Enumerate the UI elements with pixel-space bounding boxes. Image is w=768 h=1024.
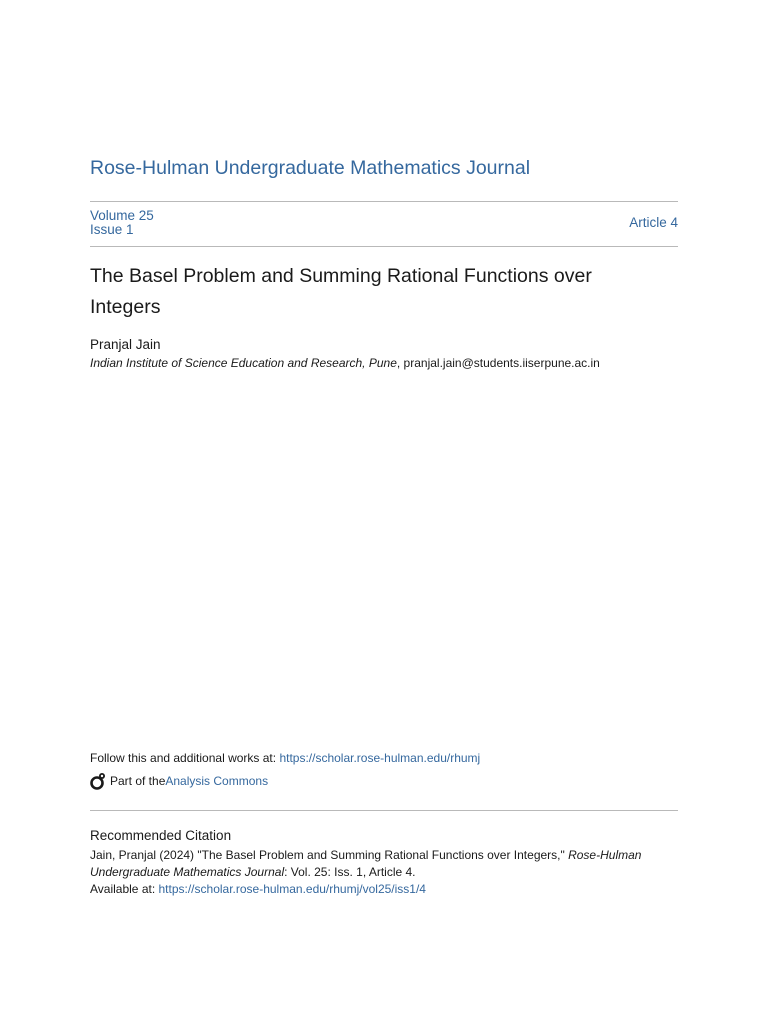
analysis-commons-link[interactable]: Analysis Commons <box>165 774 269 788</box>
repository-link[interactable]: https://scholar.rose-hulman.edu/rhumj <box>279 751 481 765</box>
citation-text-start: Jain, Pranjal (2024) "The Basel Problem and Summing Rational Functions over Integers," <box>90 848 569 862</box>
part-of-prefix: Part of the <box>110 774 166 788</box>
header-top-divider <box>90 201 678 202</box>
journal-title-link[interactable]: Rose-Hulman Undergraduate Mathematics Journal <box>90 157 531 179</box>
commons-network-icon <box>90 772 107 790</box>
issue-label: Issue 1 <box>90 222 134 237</box>
follow-works-line <box>90 751 480 765</box>
citation-journal: Rose-Hulman Undergraduate Mathematics Journal <box>90 848 642 879</box>
citation-text-end: : Vol. 25: Iss. 1, Article 4. <box>284 865 416 879</box>
affiliation-institution: Indian Institute of Science Education and Research, Pune <box>90 356 397 370</box>
part-of-line <box>90 772 268 790</box>
article-url-link[interactable]: https://scholar.rose-hulman.edu/rhumj/vol25/iss1/4 <box>158 882 426 896</box>
author-email: pranjal.jain@students.iiserpune.ac.in <box>403 356 600 370</box>
volume-label: Volume 25 <box>90 208 154 223</box>
author-affiliation <box>90 356 600 370</box>
citation-body <box>90 847 680 898</box>
affiliation-separator: , <box>396 356 404 370</box>
header-bottom-divider <box>90 246 678 247</box>
article-number-link[interactable]: Article 4 <box>629 215 678 230</box>
author-name: Pranjal Jain <box>90 337 161 352</box>
citation-heading: Recommended Citation <box>90 828 232 843</box>
follow-prefix: Follow this and additional works at: <box>90 751 280 765</box>
available-prefix: Available at: <box>90 882 159 896</box>
volume-issue-link[interactable] <box>90 209 154 237</box>
citation-divider <box>90 810 678 811</box>
paper-title: The Basel Problem and Summing Rational Functions over Integers <box>90 265 592 318</box>
